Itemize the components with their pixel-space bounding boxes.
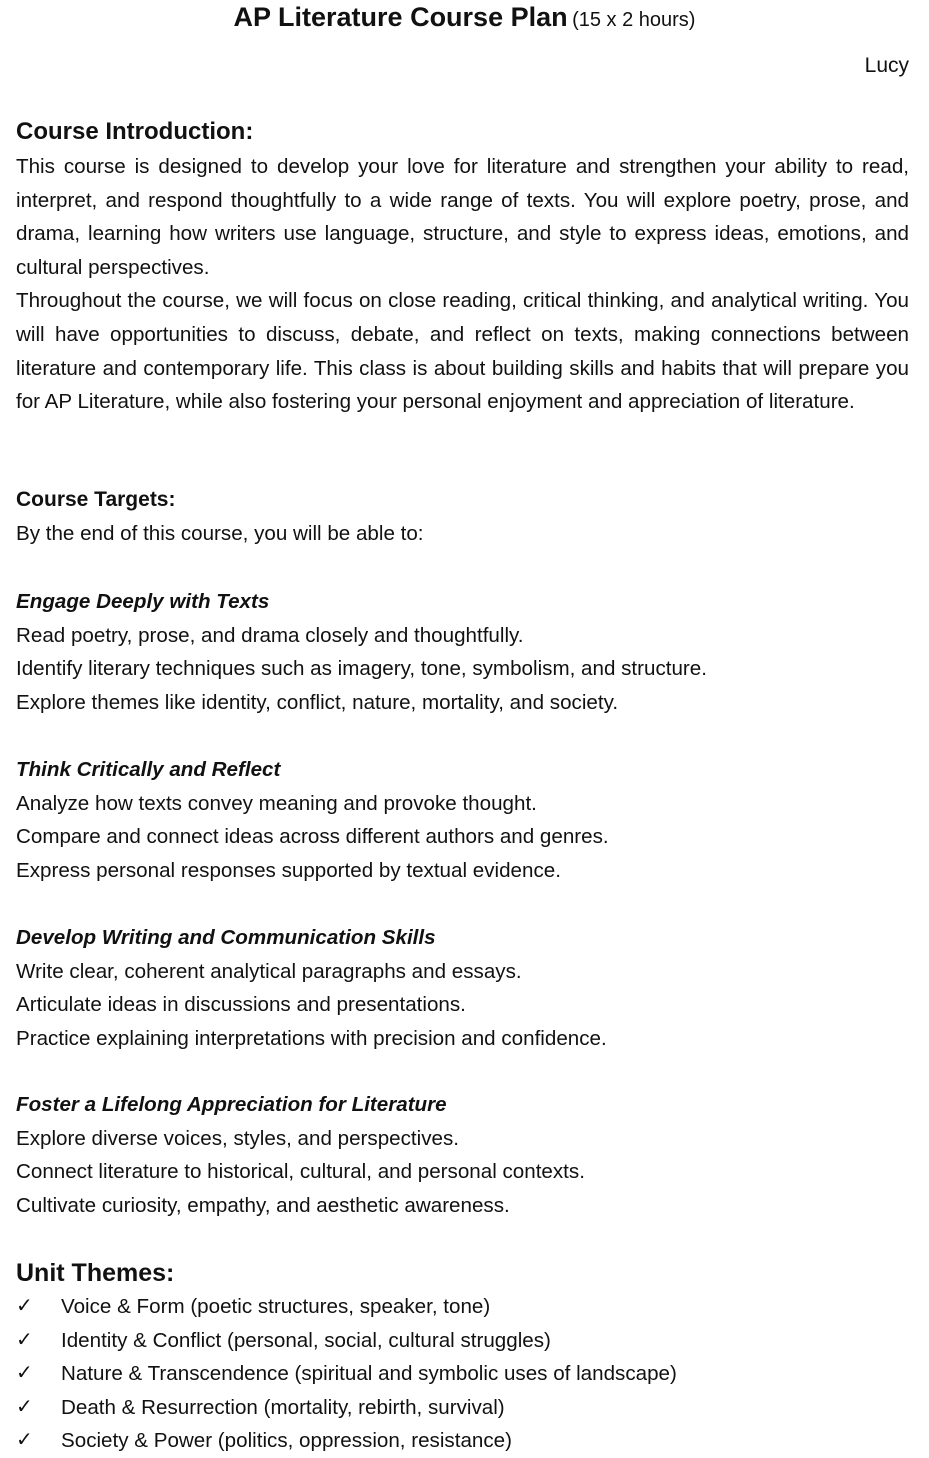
introduction-body xyxy=(16,150,909,419)
list-item xyxy=(16,1290,909,1324)
check-mark-icon: ✓ xyxy=(16,1362,33,1385)
unit-theme-label: Voice & Form (poetic structures, speaker, tone) xyxy=(61,1295,491,1318)
unit-theme-label: Nature & Transcendence (spiritual and symbolic uses of landscape) xyxy=(61,1362,677,1386)
check-mark-icon: ✓ xyxy=(16,1429,33,1452)
target-group xyxy=(16,921,909,1055)
introduction-paragraph: This course is designed to develop your love for literature and strengthen your ability to read, interpret, and respond thoughtfully to a wide range of texts. You will explore poetry, prose, and drama, learning how writers use language, structure, and style to express ideas, emotions, and cultural perspectives. xyxy=(16,155,909,279)
target-line: Practice explaining interpretations with precision and confidence. xyxy=(16,1026,607,1050)
target-line: Compare and connect ideas across different authors and genres. xyxy=(16,825,609,849)
target-line: Analyze how texts convey meaning and provoke thought. xyxy=(16,791,537,815)
target-line: Connect literature to historical, cultural, and personal contexts. xyxy=(16,1160,585,1184)
targets-heading: Course Targets: xyxy=(16,488,176,511)
introduction-heading: Course Introduction: xyxy=(16,118,254,145)
target-group-title: Develop Writing and Communication Skills xyxy=(16,926,436,949)
author-name: Lucy xyxy=(864,54,909,77)
unit-theme-label: Society & Power (politics, oppression, resistance) xyxy=(61,1429,512,1453)
target-group-title: Foster a Lifelong Appreciation for Literature xyxy=(16,1093,447,1116)
unit-theme-label: Identity & Conflict (personal, social, cultural struggles) xyxy=(61,1328,551,1352)
target-group xyxy=(16,585,909,719)
check-mark-icon: ✓ xyxy=(16,1295,33,1317)
check-mark-icon: ✓ xyxy=(16,1328,33,1351)
check-mark-icon: ✓ xyxy=(16,1395,33,1418)
document-subtitle: (15 x 2 hours) xyxy=(572,9,696,31)
list-item xyxy=(16,1357,909,1391)
target-line: Articulate ideas in discussions and presentations. xyxy=(16,993,466,1017)
document-title-line xyxy=(0,0,929,39)
target-group-title: Think Critically and Reflect xyxy=(16,758,281,781)
target-line: Identify literary techniques such as imagery, tone, symbolism, and structure. xyxy=(16,657,707,681)
unit-theme-list xyxy=(16,1290,909,1458)
target-line: Read poetry, prose, and drama closely and thoughtfully. xyxy=(16,623,524,647)
list-item xyxy=(16,1324,909,1358)
target-group-title: Engage Deeply with Texts xyxy=(16,590,270,613)
target-line: Cultivate curiosity, empathy, and aesthetic awareness. xyxy=(16,1193,510,1217)
introduction-paragraph: Throughout the course, we will focus on close reading, critical thinking, and analytical writing. You will have opportunities to discuss, debate, and reflect on texts, making connections between literature and contemporary life. This class is about building skills and habits that will prepare you for AP Literature, while also fostering your personal enjoyment and appreciation of literature. xyxy=(16,289,909,414)
target-line: Write clear, coherent analytical paragraphs and essays. xyxy=(16,959,522,983)
units-heading: Unit Themes: xyxy=(16,1259,175,1287)
document-title: AP Literature Course Plan xyxy=(233,2,568,32)
targets-intro: By the end of this course, you will be able to: xyxy=(16,522,424,545)
target-line: Explore themes like identity, conflict, nature, mortality, and society. xyxy=(16,690,619,714)
unit-theme-label: Death & Resurrection (mortality, rebirth, survival) xyxy=(61,1395,505,1419)
target-line: Explore diverse voices, styles, and perspectives. xyxy=(16,1126,459,1150)
list-item xyxy=(16,1391,909,1425)
target-line: Express personal responses supported by textual evidence. xyxy=(16,858,561,882)
target-group xyxy=(16,753,909,887)
target-group xyxy=(16,1088,909,1222)
list-item xyxy=(16,1424,909,1458)
